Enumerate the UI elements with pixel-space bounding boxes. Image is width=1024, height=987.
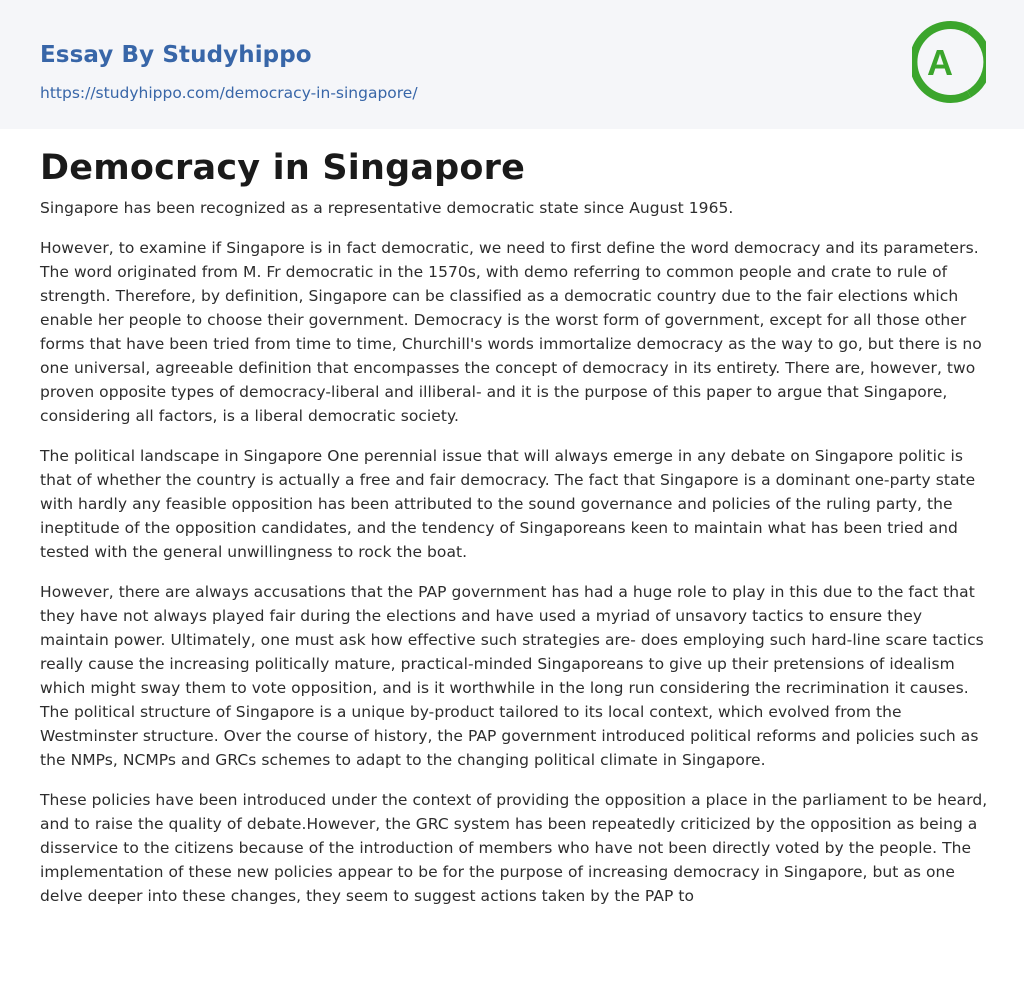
essay-url-link[interactable]: https://studyhippo.com/democracy-in-singapore/ [40,84,418,102]
essay-paragraph: However, to examine if Singapore is in fact democratic, we need to first define the word democracy and its parameters. The word originated from M. Fr democratic in the 1570s, with demo referring to common people and crate to rule of strength. Therefore, by definition, Singapore can be classified as a democratic country due to the fair elections which enable her people to choose their government. Democracy is the worst form of government, except for all those other forms that have been tried from time to time, Churchill's words immortalize democracy as the way to go, but there is no one universal, agreeable definition that encompasses the concept of democracy in its entirety. There are, however, two proven opposite types of democracy-liberal and illiberal- and it is the purpose of this paper to argue that Singapore, considering all factors, is a liberal democratic society. [40,239,982,425]
essay-paragraph: However, there are always accusations that the PAP government has had a huge role to play in this due to the fact that they have not always played fair during the elections and have used a myriad of unsavory tactics to ensure they maintain power. Ultimately, one must ask how effective such strategies are- does employing such hard-line scare tactics really cause the increasing politically mature, practical-minded Singaporeans to give up their pretensions of idealism which might sway them to vote opposition, and is it worthwhile in the long run considering the recrimination it causes. The political structure of Singapore is a unique by-product tailored to its local context, which evolved from the Westminster structure. Over the course of history, the PAP government introduced political reforms and policies such as the NMPs, NCMPs and GRCs schemes to adapt to the changing political climate in Singapore. [40,583,984,769]
studyhippo-logo-icon[interactable] [912,19,986,105]
essay-paragraph: Singapore has been recognized as a representative democratic state since August 1965. [40,199,734,217]
essay-content [40,142,988,924]
logo-letter: A [927,42,953,83]
site-header [0,0,1024,129]
essay-paragraph: The political landscape in Singapore One perennial issue that will always emerge in any debate on Singapore politic is that of whether the country is actually a free and fair democracy. The fact that Singapore is a dominant one-party state with hardly any feasible opposition has been attributed to the sound governance and policies of the ruling party, the ineptitude of the opposition candidates, and the tendency of Singaporeans keen to maintain what has been tried and tested with the general unwillingness to rock the boat. [40,447,976,561]
essay-title: Democracy in Singapore [40,148,526,188]
essay-paragraph: These policies have been introduced under the context of providing the opposition a place in the parliament to be heard, and to raise the quality of debate.However, the GRC system has been repeatedly criticized by the opposition as being a disservice to the citizens because of the introduction of members who have not been directly voted by the people. The implementation of these new policies appear to be for the purpose of increasing democracy in Singapore, but as one delve deeper into these changes, they seem to suggest actions taken by the PAP to [40,791,988,905]
site-brand[interactable]: Essay By Studyhippo [40,42,312,68]
